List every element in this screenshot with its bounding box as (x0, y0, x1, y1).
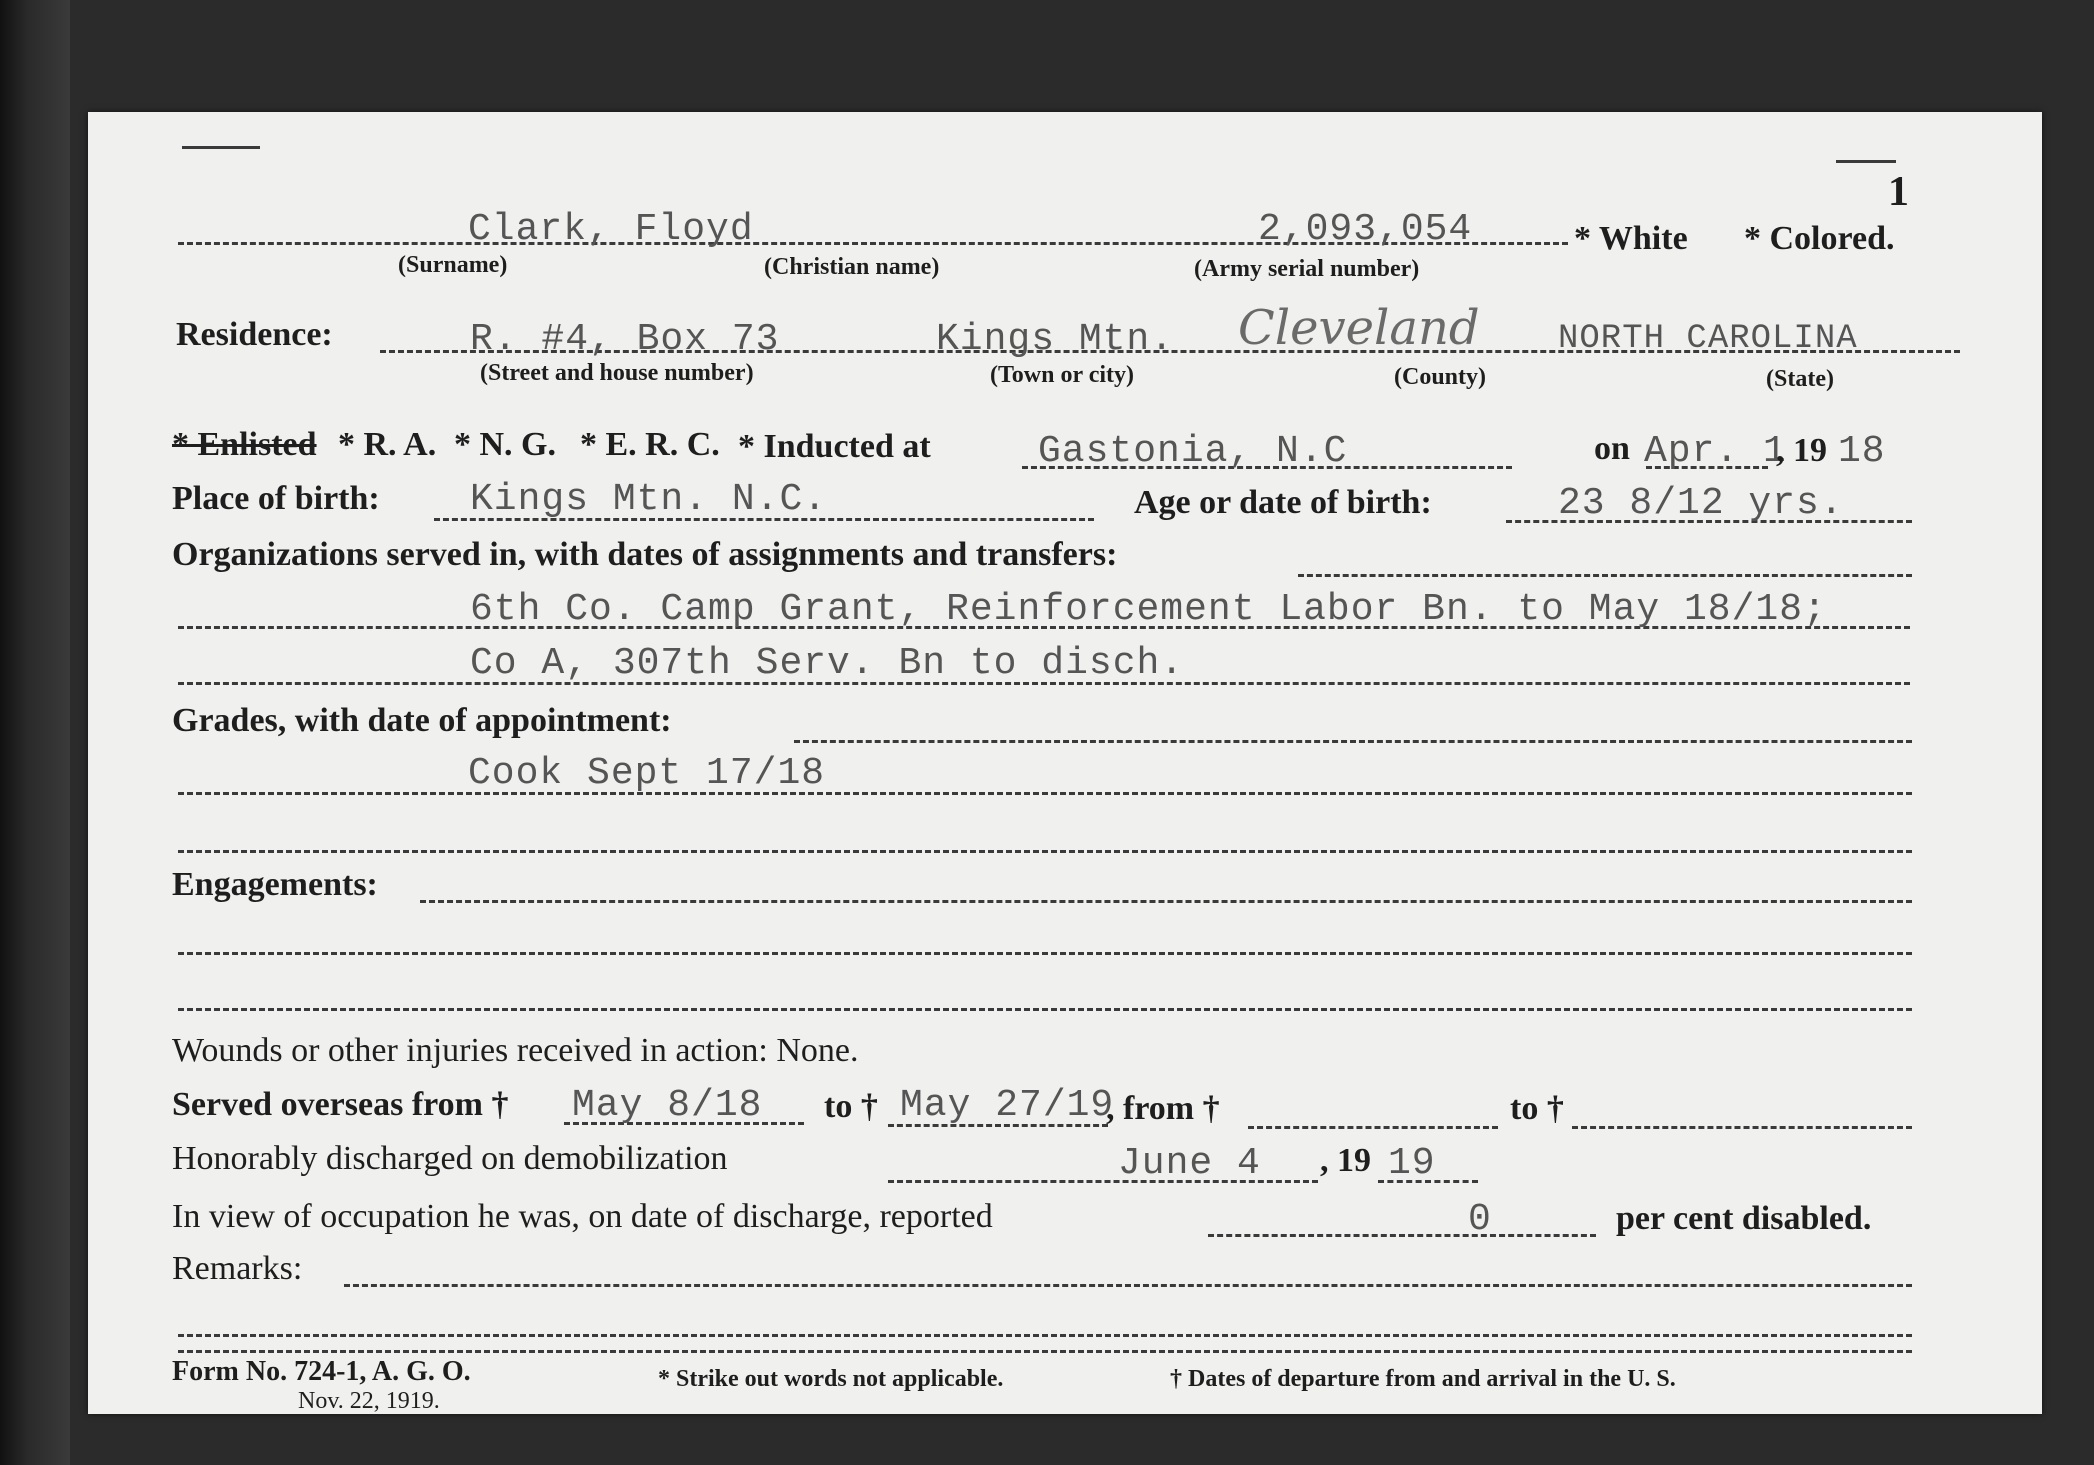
grades-label: Grades, with date of appointment: (172, 702, 672, 739)
erc-label: * E. R. C. (580, 426, 720, 463)
race-colored: * Colored. (1744, 220, 1895, 257)
disability-value: 0 (1468, 1198, 1492, 1241)
remarks-line-0 (344, 1284, 1912, 1287)
surname-given-value: Clark, Floyd (468, 208, 754, 251)
grades-line-0 (794, 740, 1912, 743)
overseas-to-value: May 27/19 (900, 1084, 1115, 1127)
induction-year-prefix: , 19 (1776, 432, 1827, 469)
birth-place-label: Place of birth: (172, 480, 380, 517)
caption-surname: (Surname) (398, 252, 508, 278)
age-value: 23 8/12 yrs. (1558, 482, 1844, 525)
form-date: Nov. 22, 1919. (298, 1388, 440, 1414)
inducted-label: * Inducted at (738, 428, 931, 465)
disability-label: In view of occupation he was, on date of discharge, reported (172, 1198, 993, 1235)
caption-street: (Street and house number) (480, 360, 754, 386)
top-left-rule (182, 146, 260, 149)
residence-town-value: Kings Mtn. (936, 318, 1175, 361)
caption-christian-name: (Christian name) (764, 254, 940, 280)
disability-line (1208, 1234, 1596, 1237)
caption-county: (County) (1394, 364, 1487, 390)
grades-line-1 (178, 792, 1912, 795)
overseas-to2-line (1572, 1126, 1912, 1129)
residence-street-value: R. #4, Box 73 (470, 318, 780, 361)
overseas-to-label: to † (824, 1088, 878, 1125)
remarks-line-2 (178, 1350, 1912, 1353)
ra-label: * R. A. (338, 426, 437, 463)
organizations-line1-value: 6th Co. Camp Grant, Reinforcement Labor Bn. to May 18/18; (470, 588, 1827, 631)
organizations-label: Organizations served in, with dates of assignments and transfers: (172, 536, 1118, 573)
induction-year-value: 18 (1838, 430, 1886, 473)
card-number: 1 (1888, 169, 1909, 215)
engagements-label: Engagements: (172, 866, 378, 903)
remarks-label: Remarks: (172, 1250, 303, 1287)
on-label: on (1594, 430, 1630, 467)
overseas-to2-label: to † (1510, 1090, 1564, 1127)
residence-county-value: Cleveland (1238, 300, 1480, 356)
discharge-label: Honorably discharged on demobilization (172, 1140, 728, 1177)
footnote-dates: † Dates of departure from and arrival in the U. S. (1170, 1366, 1676, 1392)
scan-background-edge (0, 0, 70, 1465)
organizations-line2-value: Co A, 307th Serv. Bn to disch. (470, 642, 1185, 685)
discharge-year-value: 19 (1388, 1142, 1436, 1185)
residence-label: Residence: (176, 316, 333, 353)
residence-state-value: NORTH CAROLINA (1558, 320, 1858, 358)
top-right-rule (1836, 160, 1896, 163)
discharge-date-value: June 4 (1118, 1142, 1261, 1185)
form-number: Form No. 724-1, A. G. O. (172, 1356, 471, 1387)
ng-label: * N. G. (454, 426, 556, 463)
age-label: Age or date of birth: (1134, 484, 1432, 521)
induction-date-value: Apr. 1 (1644, 430, 1787, 473)
engagements-line-0 (420, 900, 1912, 903)
caption-state: (State) (1766, 366, 1834, 392)
engagements-line-2 (178, 1008, 1912, 1011)
organizations-line-0 (1298, 574, 1912, 577)
footnote-strike-out: * Strike out words not applicable. (658, 1366, 1004, 1392)
grades-line1-value: Cook Sept 17/18 (468, 752, 826, 795)
discharge-year-prefix: , 19 (1320, 1142, 1371, 1179)
engagements-line-1 (178, 952, 1912, 955)
serial-number-value: 2,093,054 (1258, 208, 1473, 251)
grades-line-2 (178, 850, 1912, 853)
remarks-line-1 (178, 1334, 1912, 1337)
inducted-place-value: Gastonia, N.C (1038, 430, 1348, 473)
overseas-from2-label: , from † (1106, 1090, 1220, 1127)
birth-place-value: Kings Mtn. N.C. (470, 478, 828, 521)
enlisted-struck: * Enlisted (172, 426, 317, 463)
wounds-line: Wounds or other injuries received in action: None. (172, 1032, 859, 1069)
overseas-from-value: May 8/18 (572, 1084, 763, 1127)
overseas-from-label: Served overseas from † (172, 1086, 509, 1123)
overseas-from2-line (1248, 1126, 1498, 1129)
race-white: * White (1574, 220, 1688, 257)
caption-serial: (Army serial number) (1194, 256, 1420, 282)
caption-town: (Town or city) (990, 362, 1134, 388)
service-record-card (88, 112, 2042, 1414)
disability-suffix: per cent disabled. (1616, 1200, 1872, 1237)
